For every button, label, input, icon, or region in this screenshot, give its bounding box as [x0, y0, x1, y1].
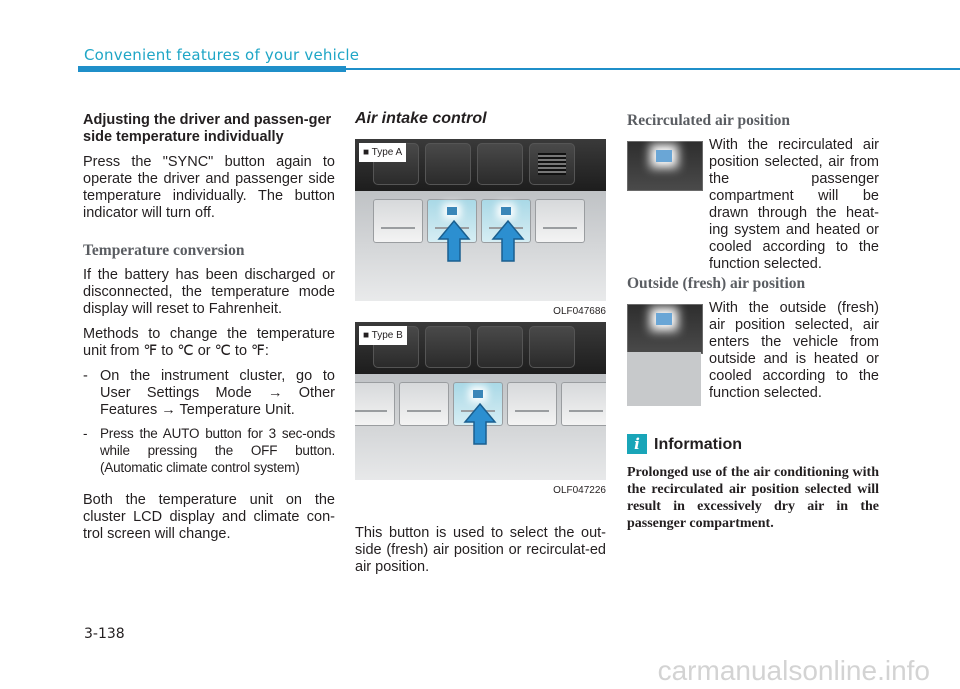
methods-list — [83, 368, 335, 476]
heading-temperature-conversion: Temperature conversion — [83, 242, 245, 259]
list-item: - On the instrument cluster, go to User Settings Mode → Other Features → Temperature Unit. — [83, 368, 335, 419]
heading-outside-air: Outside (fresh) air position — [627, 275, 806, 292]
paragraph-both-units: Both the temperature unit on the cluster LCD display and climate con-trol screen will change. — [83, 492, 335, 542]
section-title: Convenient features of your vehicle — [84, 46, 360, 64]
watermark: carmanualsonline.info — [657, 655, 930, 686]
page-number: 3-138 — [84, 626, 125, 642]
outside-air-block — [627, 300, 879, 420]
outside-air-text: With the outside (fresh) air position selected, air enters the vehicle from outside and is heated or cooled according to the function selected. — [709, 300, 879, 401]
information-header — [627, 434, 879, 454]
paragraph-methods: Methods to change the temperature unit from ℉ to ℃ or ℃ to ℉: — [83, 326, 335, 359]
subheading-adjusting: Adjusting the driver and passen-ger side temperature individually — [83, 112, 332, 145]
panel-image-type-a — [355, 139, 606, 301]
column-right — [627, 112, 879, 532]
panel-image-type-b — [355, 322, 606, 480]
recirculated-text: With the recirculated air position selected, air from the passenger compartment will be drawn through the heat-ing system and heated or cooled according to the function selected. — [709, 137, 879, 272]
recirculated-block — [627, 137, 879, 272]
heading-recirculated: Recirculated air position — [627, 112, 791, 129]
type-a-label: ■ Type A — [359, 143, 406, 162]
list-item: - Press the AUTO button for 3 sec-onds while pressing the OFF button. (Automatic climate control system) — [83, 425, 335, 476]
column-middle — [355, 110, 606, 584]
outside-air-icon — [627, 304, 703, 354]
header-rule-accent — [78, 66, 346, 72]
information-text: Prolonged use of the air conditioning with the recirculated air position selected will result in excessively dry air in the passenger compartment. — [627, 465, 879, 531]
information-title: Information — [654, 435, 742, 453]
arrow-up-icon — [491, 219, 525, 263]
type-b-label: ■ Type B — [359, 326, 407, 345]
column-left — [83, 112, 335, 551]
paragraph-air-intake: This button is used to select the out-side (fresh) air position or recirculat-ed air position. — [355, 525, 606, 575]
arrow-up-icon — [463, 402, 497, 446]
image-code-b: OLF047226 — [553, 485, 606, 496]
header-rule — [346, 68, 960, 70]
recirculated-air-icon — [627, 141, 703, 191]
arrow-up-icon — [437, 219, 471, 263]
heading-air-intake-control: Air intake control — [355, 110, 487, 127]
paragraph-battery: If the battery has been discharged or disconnected, the temperature mode display will reset to Fahrenheit. — [83, 267, 335, 317]
paragraph-sync: Press the "SYNC" button again to operate the driver and passenger side temperature individually. The button indicator will turn off. — [83, 154, 335, 221]
image-code-a: OLF047686 — [553, 306, 606, 317]
info-icon: i — [627, 434, 647, 454]
